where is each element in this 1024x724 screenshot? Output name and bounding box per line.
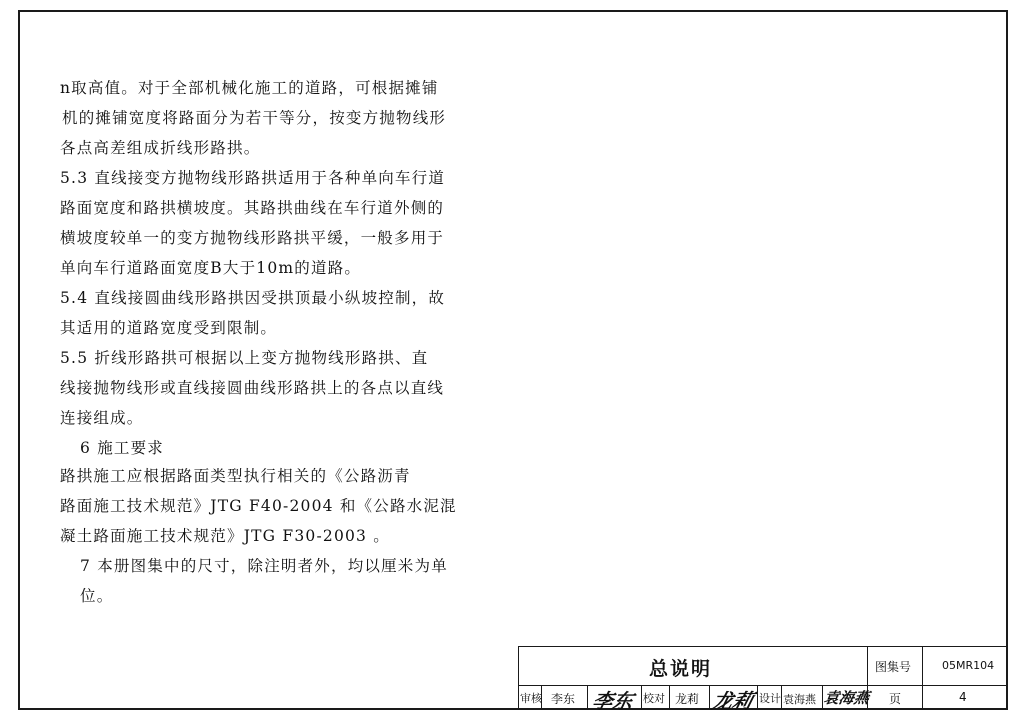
atlas-number-label: 图集号: [875, 660, 912, 674]
title-block-col-divider-2: [922, 647, 923, 708]
checker-signature: 龙莉: [709, 689, 756, 713]
tb-sep-c: [641, 685, 642, 709]
body-line-11: 线接抛物线形或直线接圆曲线形路拱上的各点以直线: [60, 379, 445, 397]
atlas-number: 05MR104: [942, 659, 995, 672]
body-line-6: 横坡度较单一的变方抛物线形路拱平缓，一般多用于: [60, 229, 445, 247]
body-line-17: 7 本册图集中的尺寸，除注明者外，均以厘米为单: [80, 557, 448, 575]
check-label: 校对: [643, 692, 665, 705]
body-line-15: 路面施工技术规范》JTG F40-2004 和《公路水泥混: [60, 497, 457, 515]
body-line-10: 5.5 折线形路拱可根据以上变方抛物线形路拱、直: [60, 349, 429, 367]
body-line-16: 凝土路面施工技术规范》JTG F30-2003 。: [60, 527, 390, 545]
page-label: 页: [889, 692, 902, 706]
drawing-title: 总说明: [649, 658, 713, 680]
section-heading-6: 6 施工要求: [80, 439, 164, 457]
title-block-divider: [519, 685, 1006, 686]
tb-sep-f: [757, 685, 758, 709]
body-line-9: 其适用的道路宽度受到限制。: [60, 319, 278, 337]
reviewer-signature: 李东: [590, 689, 636, 713]
tb-sep-d: [669, 685, 670, 709]
tb-sep-g: [781, 685, 782, 709]
tb-sep-e: [709, 685, 710, 709]
review-label: 审核: [520, 692, 542, 705]
body-line-5: 路面宽度和路拱横坡度。其路拱曲线在车行道外侧的: [60, 199, 445, 217]
title-block: [518, 646, 1006, 713]
body-line-14: 路拱施工应根据路面类型执行相关的《公路沥青: [60, 467, 411, 485]
designer-name: 袁海燕: [783, 693, 816, 706]
body-line-18: 位。: [80, 587, 114, 605]
reviewer-name: 李东: [551, 692, 576, 706]
designer-signature: 袁海燕: [822, 689, 871, 707]
body-line-12: 连接组成。: [60, 409, 144, 427]
body-line-7: 单向车行道路面宽度B大于10m的道路。: [60, 259, 362, 277]
body-line-8: 5.4 直线接圆曲线形路拱因受拱顶最小纵坡控制，故: [60, 289, 446, 307]
design-label: 设计: [759, 692, 781, 705]
checker-name: 龙莉: [675, 692, 700, 706]
tb-sep-b: [587, 685, 588, 709]
body-line-2: 机的摊铺宽度将路面分为若干等分，按变方抛物线形: [62, 109, 447, 127]
body-line-1: n取高值。对于全部机械化施工的道路，可根据摊铺: [60, 79, 439, 97]
body-line-3: 各点高差组成折线形路拱。: [60, 139, 261, 157]
page-number: 4: [959, 690, 967, 704]
body-line-4: 5.3 直线接变方抛物线形路拱适用于各种单向车行道: [60, 169, 446, 187]
